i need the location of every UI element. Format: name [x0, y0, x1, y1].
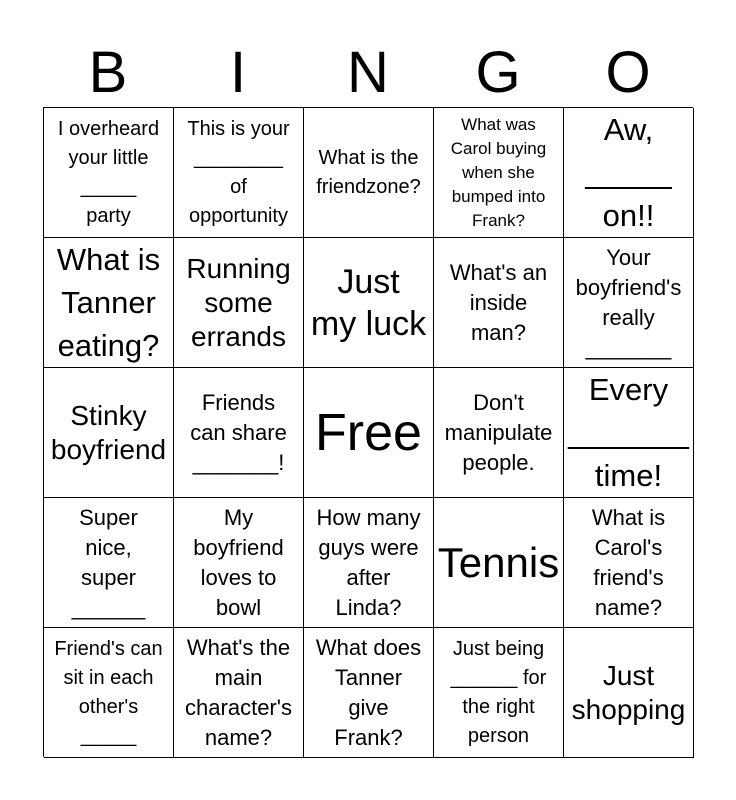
- bingo-cell: Your boyfriend's really _______: [564, 238, 694, 368]
- header-letter-o: O: [605, 40, 651, 105]
- bingo-cell: What is Carol's friend's name?: [564, 498, 694, 628]
- bingo-cell: Stinky boyfriend: [44, 368, 174, 498]
- bingo-cell: What's the main character's name?: [174, 628, 304, 758]
- header-letter-i: I: [229, 40, 247, 105]
- free-space: Free: [304, 368, 434, 498]
- bingo-cell: I overheard your little _____ party: [44, 108, 174, 238]
- bingo-cell: What's an inside man?: [434, 238, 564, 368]
- bingo-cell: Just my luck: [304, 238, 434, 368]
- header-letter-b: B: [88, 40, 128, 105]
- bingo-cell: What does Tanner give Frank?: [304, 628, 434, 758]
- bingo-cell: Just shopping: [564, 628, 694, 758]
- bingo-header: [43, 40, 693, 106]
- bingo-cell: Super nice, super ______: [44, 498, 174, 628]
- bingo-cell: Don't manipulate people.: [434, 368, 564, 498]
- bingo-cell: My boyfriend loves to bowl: [174, 498, 304, 628]
- bingo-cell: Running some errands: [174, 238, 304, 368]
- header-letter-g: G: [475, 40, 521, 105]
- bingo-card-grid: [43, 107, 693, 757]
- bingo-cell: Friends can share _______!: [174, 368, 304, 498]
- bingo-cell: Aw, _____ on!!: [564, 108, 694, 238]
- bingo-cell: Just being ______ for the right person: [434, 628, 564, 758]
- bingo-cell: What is the friendzone?: [304, 108, 434, 238]
- bingo-cell: This is your ________ of opportunity: [174, 108, 304, 238]
- bingo-cell: Every _______ time!: [564, 368, 694, 498]
- header-letter-n: N: [347, 40, 389, 105]
- bingo-cell: What is Tanner eating?: [44, 238, 174, 368]
- bingo-cell: Tennis: [434, 498, 564, 628]
- bingo-cell: How many guys were after Linda?: [304, 498, 434, 628]
- bingo-cell: What was Carol buying when she bumped into Frank?: [434, 108, 564, 238]
- bingo-cell: Friend's can sit in each other's _____: [44, 628, 174, 758]
